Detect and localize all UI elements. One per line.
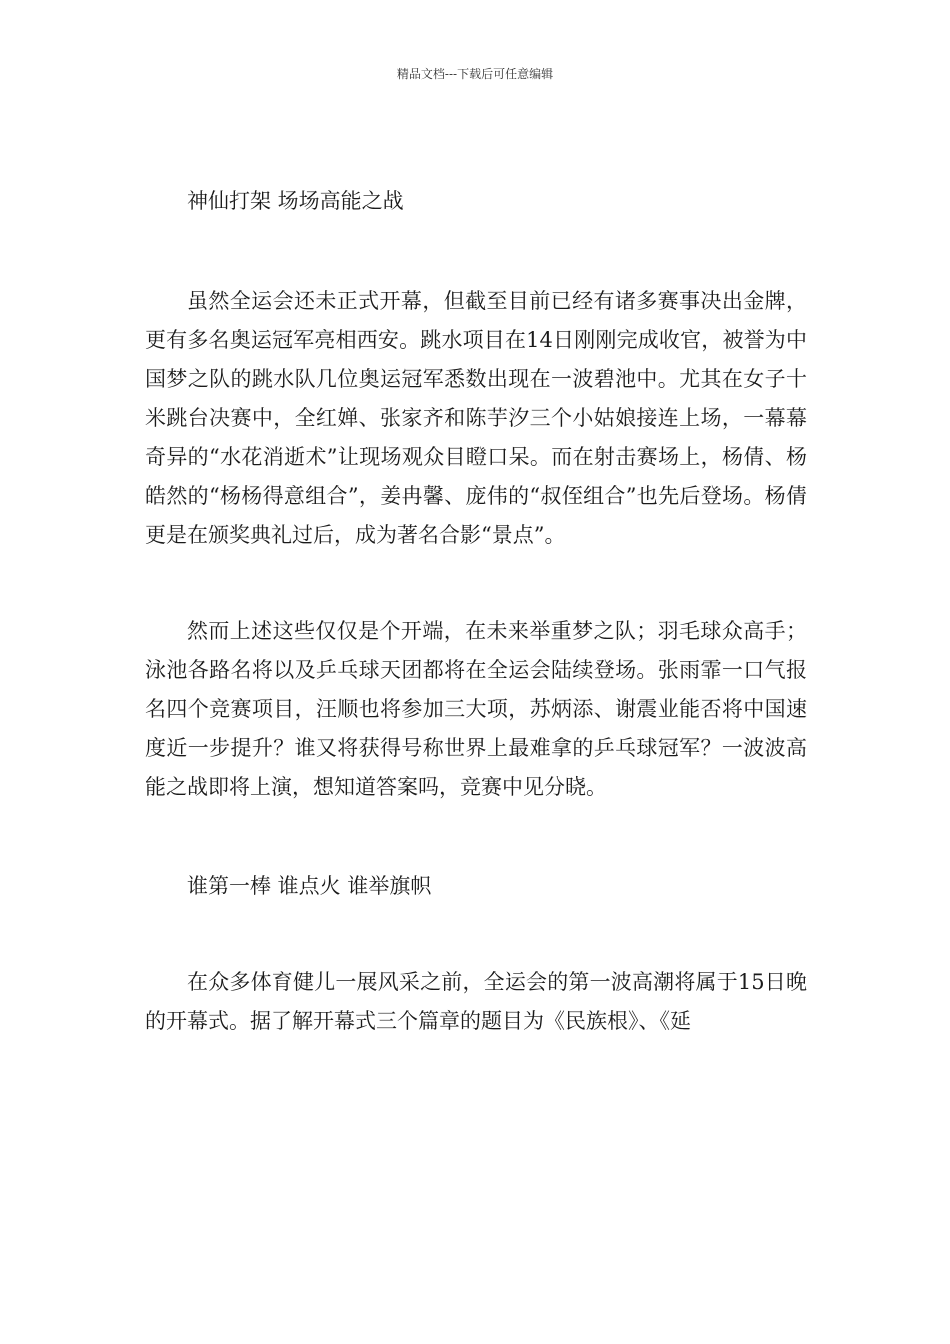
paragraph-2: 然而上述这些仅仅是个开端，在未来举重梦之队；羽毛球众高手；泳池各路名将以及乒乓球天团都将在全运会陆续登场。张雨霏一口气报名四个竞赛项目，汪顺也将参加三大项，苏炳添、谢震业能否将中国速度近一步提升？谁又将获得号称世界上最难拿的乒乓球冠军？一波波高能之战即将上演，想知道答案吗，竞赛中见分晓。 — [145, 619, 807, 799]
paragraph-1: 虽然全运会还未正式开幕，但截至目前已经有诸多赛事决出金牌，更有多名奥运冠军亮相西安。跳水项目在14日刚刚完成收官，被誉为中国梦之队的跳水队几位奥运冠军悉数出现在一波碧池中。尤其在女子十米跳台决赛中，全红婵、张家齐和陈芋汐三个小姑娘接连上场，一幕幕奇异的“水花消逝术”让现场观众目瞪口呆。而在射击赛场上，杨倩、杨皓然的“杨杨得意组合”，姜冉馨、庞伟的“叔侄组合”也先后登场。杨倩更是在颁奖典礼过后，成为著名合影“景点”。 — [145, 289, 807, 547]
section-heading-2: 谁第一棒 谁点火 谁举旗帜 — [187, 874, 432, 898]
page-header: 精品文档---下载后可任意编辑 — [396, 67, 554, 81]
paragraph-3: 在众多体育健儿一展风采之前，全运会的第一波高潮将属于15日晚的开幕式。据了解开幕式三个篇章的题目为《民族根》、《延 — [145, 970, 807, 1033]
section-heading-1: 神仙打架 场场高能之战 — [187, 189, 404, 213]
document-body — [145, 180, 807, 1041]
